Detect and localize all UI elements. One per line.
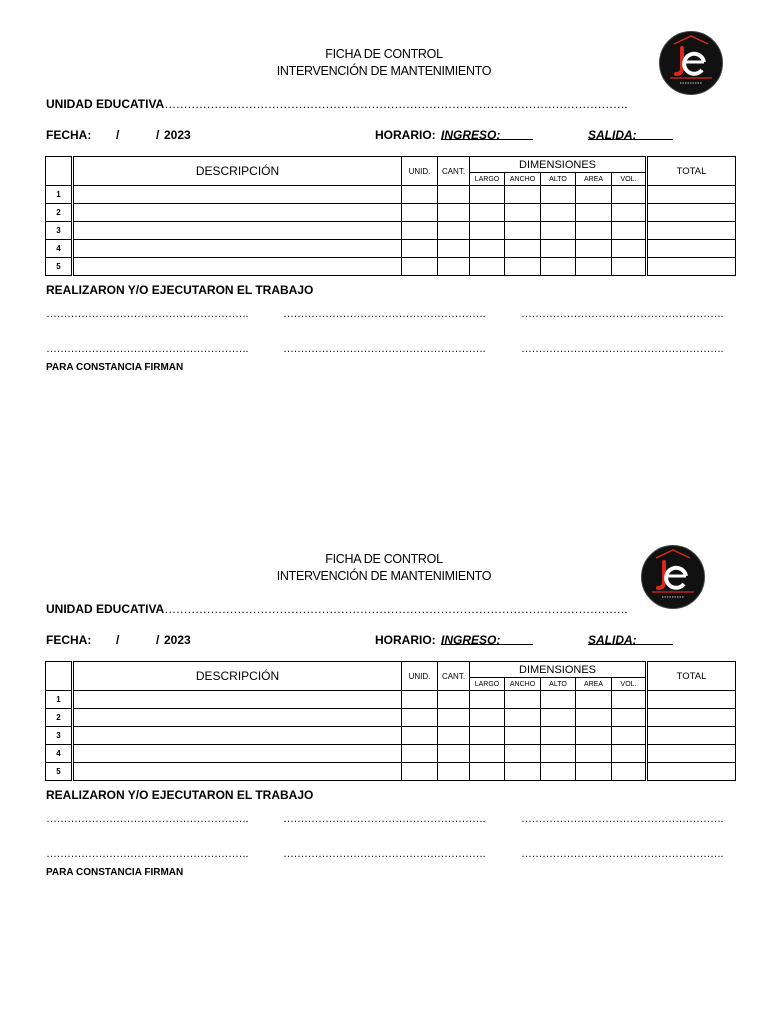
table-cell[interactable] (73, 745, 402, 763)
table-row (46, 240, 736, 258)
table-cell[interactable] (576, 691, 612, 709)
table-cell[interactable] (470, 258, 505, 276)
table-cell[interactable] (470, 222, 505, 240)
table-cell[interactable] (402, 745, 438, 763)
work-table (45, 156, 736, 276)
realizaron-heading: REALIZARON Y/O EJECUTARON EL TRABAJO (46, 283, 314, 297)
form-subtitle: INTERVENCIÓN DE MANTENIMIENTO (276, 569, 492, 583)
table-cell[interactable] (612, 709, 647, 727)
table-cell[interactable] (647, 709, 736, 727)
table-cell[interactable] (612, 240, 647, 258)
table-cell[interactable] (505, 186, 541, 204)
table-cell[interactable] (647, 763, 736, 781)
signature-line[interactable]: …………………………………………………. (521, 848, 724, 860)
table-cell[interactable] (505, 258, 541, 276)
table-cell[interactable] (73, 222, 402, 240)
salida-blank[interactable] (588, 633, 673, 645)
alto-header: ALTO (541, 173, 576, 186)
table-cell[interactable] (541, 204, 576, 222)
table-cell[interactable] (73, 763, 402, 781)
area-header: AREA (576, 678, 612, 691)
table-cell[interactable] (541, 745, 576, 763)
fecha-month-field[interactable]: / (156, 633, 160, 647)
table-cell[interactable] (576, 186, 612, 204)
table-cell[interactable] (73, 709, 402, 727)
table-cell[interactable] (73, 240, 402, 258)
signature-line[interactable]: …………………………………………………. (46, 813, 249, 825)
table-cell[interactable] (541, 258, 576, 276)
unidad-educativa-line (46, 97, 627, 111)
table-cell[interactable] (402, 204, 438, 222)
table-cell[interactable] (402, 691, 438, 709)
signature-line[interactable]: …………………………………………………. (283, 308, 486, 320)
table-cell[interactable] (470, 763, 505, 781)
table-cell[interactable] (612, 763, 647, 781)
table-cell[interactable] (576, 745, 612, 763)
table-cell[interactable] (505, 763, 541, 781)
fecha-day-field[interactable]: / (116, 128, 120, 142)
table-cell[interactable] (438, 204, 470, 222)
table-cell[interactable] (73, 258, 402, 276)
fecha-year: 2023 (164, 128, 191, 142)
row-number: 3 (46, 222, 73, 240)
ingreso-blank[interactable] (441, 128, 533, 140)
ancho-header: ANCHO (505, 678, 541, 691)
unidad-field[interactable]: …………………………………………………………………………………………………………. (164, 602, 628, 616)
unidad-label: UNIDAD EDUCATIVA (46, 602, 165, 616)
table-cell[interactable] (402, 240, 438, 258)
signature-line[interactable]: …………………………………………………. (46, 848, 249, 860)
table-cell[interactable] (576, 222, 612, 240)
table-cell[interactable] (402, 763, 438, 781)
table-row (46, 763, 736, 781)
table-cell[interactable] (438, 240, 470, 258)
table-cell[interactable] (470, 204, 505, 222)
table-cell[interactable] (73, 727, 402, 745)
fecha-label: FECHA: (46, 128, 92, 142)
table-cell[interactable] (576, 763, 612, 781)
largo-header: LARGO (470, 173, 505, 186)
table-cell[interactable] (541, 727, 576, 745)
ingreso-label: INGRESO: (441, 633, 501, 647)
table-cell[interactable] (402, 222, 438, 240)
table-row (46, 204, 736, 222)
table-cell[interactable] (612, 222, 647, 240)
salida-label: SALIDA: (588, 128, 637, 142)
signature-line[interactable]: …………………………………………………. (283, 848, 486, 860)
cant-header: CANT. (438, 157, 470, 186)
descripcion-header: DESCRIPCIÓN (73, 662, 402, 691)
horario-label: HORARIO: (375, 128, 436, 142)
row-number: 2 (46, 709, 73, 727)
signature-line[interactable]: …………………………………………………. (46, 343, 249, 355)
table-cell[interactable] (576, 204, 612, 222)
table-cell[interactable] (505, 691, 541, 709)
table-cell[interactable] (505, 745, 541, 763)
table-cell[interactable] (612, 727, 647, 745)
row-number: 1 (46, 691, 73, 709)
table-cell[interactable] (612, 691, 647, 709)
table-row (46, 709, 736, 727)
table-row (46, 222, 736, 240)
row-number: 2 (46, 204, 73, 222)
constancia-label: PARA CONSTANCIA FIRMAN (46, 867, 184, 878)
table-cell[interactable] (402, 727, 438, 745)
table-row (46, 258, 736, 276)
total-header: TOTAL (647, 662, 736, 691)
table-row (46, 727, 736, 745)
unidad-educativa-line (46, 602, 627, 616)
fecha-day-field[interactable]: / (116, 633, 120, 647)
signature-line[interactable]: …………………………………………………. (521, 343, 724, 355)
table-cell[interactable] (647, 691, 736, 709)
table-cell[interactable] (438, 727, 470, 745)
row-number: 4 (46, 745, 73, 763)
table-cell[interactable] (402, 258, 438, 276)
row-number: 1 (46, 186, 73, 204)
form-subtitle: INTERVENCIÓN DE MANTENIMIENTO (276, 64, 492, 78)
row-number: 5 (46, 763, 73, 781)
table-cell[interactable] (576, 727, 612, 745)
realizaron-heading: REALIZARON Y/O EJECUTARON EL TRABAJO (46, 788, 314, 802)
table-cell[interactable] (505, 727, 541, 745)
row-number: 5 (46, 258, 73, 276)
table-row (46, 186, 736, 204)
table-cell[interactable] (576, 240, 612, 258)
table-cell[interactable] (402, 709, 438, 727)
signature-line[interactable]: …………………………………………………. (46, 308, 249, 320)
table-cell[interactable] (438, 258, 470, 276)
table-cell[interactable] (576, 709, 612, 727)
unidad-field[interactable]: …………………………………………………………………………………………………………. (164, 97, 628, 111)
descripcion-header: DESCRIPCIÓN (73, 157, 402, 186)
largo-header: LARGO (470, 678, 505, 691)
salida-label: SALIDA: (588, 633, 637, 647)
table-cell[interactable] (470, 727, 505, 745)
ingreso-blank[interactable] (441, 633, 533, 645)
jefatura-logo (659, 31, 723, 95)
fecha-year: 2023 (164, 633, 191, 647)
table-row (46, 745, 736, 763)
table-cell[interactable] (612, 745, 647, 763)
control-form (0, 0, 768, 440)
number-header (46, 157, 73, 186)
table-cell[interactable] (541, 240, 576, 258)
alto-header: ALTO (541, 678, 576, 691)
constancia-label: PARA CONSTANCIA FIRMAN (46, 362, 184, 373)
table-cell[interactable] (612, 186, 647, 204)
table-cell[interactable] (541, 222, 576, 240)
table-cell[interactable] (438, 186, 470, 204)
jefatura-logo (641, 545, 705, 609)
ancho-header: ANCHO (505, 173, 541, 186)
table-cell[interactable] (438, 709, 470, 727)
unidad-label: UNIDAD EDUCATIVA (46, 97, 165, 111)
table-cell[interactable] (541, 186, 576, 204)
area-header: AREA (576, 173, 612, 186)
table-cell[interactable] (647, 222, 736, 240)
horario-label: HORARIO: (375, 633, 436, 647)
table-cell[interactable] (73, 691, 402, 709)
table-cell[interactable] (438, 763, 470, 781)
fecha-month-field[interactable]: / (156, 128, 160, 142)
table-cell[interactable] (73, 204, 402, 222)
dimensiones-header: DIMENSIONES (470, 662, 647, 678)
table-cell[interactable] (612, 258, 647, 276)
salida-blank[interactable] (588, 128, 673, 140)
unid-header: UNID. (402, 157, 438, 186)
row-number: 3 (46, 727, 73, 745)
table-cell[interactable] (612, 204, 647, 222)
signature-line[interactable]: …………………………………………………. (521, 308, 724, 320)
table-cell[interactable] (647, 204, 736, 222)
work-table (45, 661, 736, 781)
table-cell[interactable] (402, 186, 438, 204)
table-cell[interactable] (438, 222, 470, 240)
vol-header: VOL. (612, 173, 647, 186)
dimensiones-header: DIMENSIONES (470, 157, 647, 173)
table-cell[interactable] (470, 240, 505, 258)
signature-line[interactable]: …………………………………………………. (283, 813, 486, 825)
table-cell[interactable] (576, 258, 612, 276)
unid-header: UNID. (402, 662, 438, 691)
table-cell[interactable] (647, 745, 736, 763)
ingreso-label: INGRESO: (441, 128, 501, 142)
table-cell[interactable] (73, 186, 402, 204)
table-cell[interactable] (505, 709, 541, 727)
table-cell[interactable] (647, 258, 736, 276)
table-cell[interactable] (647, 186, 736, 204)
table-cell[interactable] (647, 240, 736, 258)
signature-line[interactable]: …………………………………………………. (521, 813, 724, 825)
form-title: FICHA DE CONTROL (325, 552, 443, 566)
table-cell[interactable] (505, 222, 541, 240)
table-cell[interactable] (470, 691, 505, 709)
table-cell[interactable] (505, 204, 541, 222)
fecha-label: FECHA: (46, 633, 92, 647)
total-header: TOTAL (647, 157, 736, 186)
table-row (46, 691, 736, 709)
table-cell[interactable] (470, 745, 505, 763)
table-cell[interactable] (470, 186, 505, 204)
form-title: FICHA DE CONTROL (325, 47, 443, 61)
table-cell[interactable] (541, 763, 576, 781)
vol-header: VOL. (612, 678, 647, 691)
row-number: 4 (46, 240, 73, 258)
table-cell[interactable] (541, 709, 576, 727)
table-cell[interactable] (541, 691, 576, 709)
table-cell[interactable] (505, 240, 541, 258)
table-cell[interactable] (470, 709, 505, 727)
control-form (0, 505, 768, 945)
table-cell[interactable] (647, 727, 736, 745)
cant-header: CANT. (438, 662, 470, 691)
number-header (46, 662, 73, 691)
signature-line[interactable]: …………………………………………………. (283, 343, 486, 355)
table-cell[interactable] (438, 691, 470, 709)
table-cell[interactable] (438, 745, 470, 763)
